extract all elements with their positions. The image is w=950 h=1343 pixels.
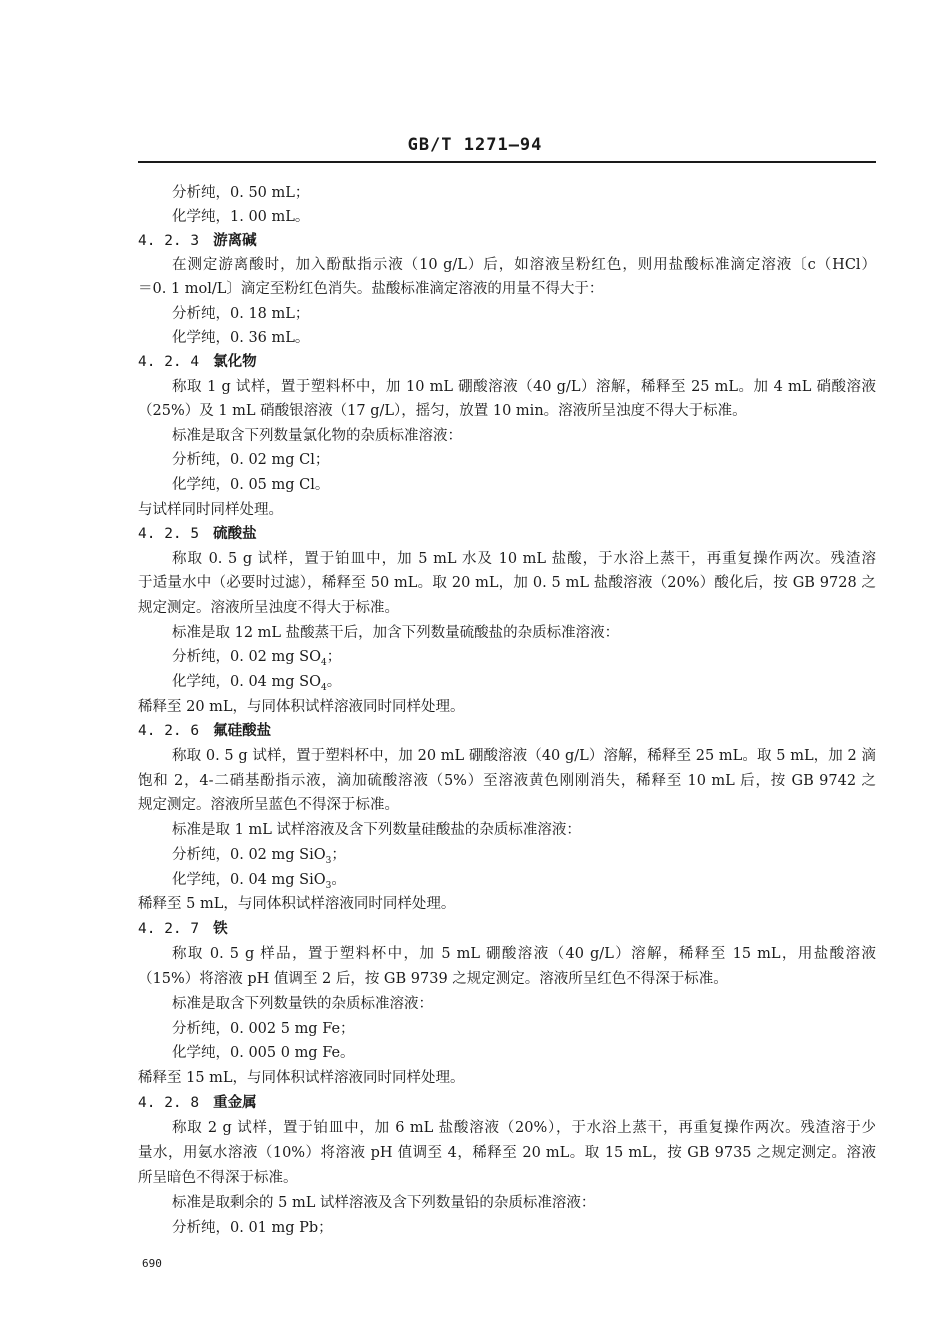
text-segment: ； — [331, 847, 346, 863]
text-line — [172, 847, 876, 866]
text-line: 于适量水中（必要时过滤），稀释至 50 mL。取 20 mL，加 0. 5 mL 盐酸溶液（20%）酸化后，按 GB 9728 之 — [138, 575, 876, 591]
section-heading-4-2-5 — [138, 526, 876, 542]
section-title: 铁 — [213, 920, 228, 937]
text-line: 与试样同时同样处理。 — [138, 502, 283, 518]
section-heading-4-2-7 — [138, 921, 876, 937]
text-line: 标准是取 1 mL 试样溶液及含下列数量硅酸盐的杂质标准溶液： — [172, 822, 581, 838]
section-number: 4. 2. 5 — [138, 526, 200, 542]
text-line: 化学纯，0. 36 mL。 — [172, 330, 310, 346]
text-line: 称取 2 g 试样，置于铂皿中，加 6 mL 盐酸溶液（20%），于水浴上蒸干，再重复操作两次。残渣溶于少 — [172, 1120, 876, 1136]
section-title: 硫酸盐 — [213, 525, 257, 542]
text-line: 标准是取 12 mL 盐酸蒸干后，加含下列数量硫酸盐的杂质标准溶液： — [172, 625, 620, 641]
text-line — [172, 872, 876, 891]
text-line — [172, 649, 876, 668]
text-line: 分析纯，0. 02 mg Cl； — [172, 452, 330, 468]
text-line: 规定测定。溶液所呈蓝色不得深于标准。 — [138, 797, 399, 813]
section-heading-4-2-8 — [138, 1095, 876, 1111]
subscript: 3 — [325, 880, 332, 891]
text-line: 稀释至 5 mL，与同体积试样溶液同时同样处理。 — [138, 896, 456, 912]
section-number: 4. 2. 6 — [138, 723, 200, 739]
text-line: （25%）及 1 mL 硝酸银溶液（17 g/L），摇匀，放置 10 min。溶液所呈浊度不得大于标准。 — [138, 403, 747, 419]
text-segment: 。 — [326, 674, 342, 690]
text-line: 标准是取剩余的 5 mL 试样溶液及含下列数量铅的杂质标准溶液： — [172, 1195, 596, 1211]
text-line: 称取 1 g 试样，置于塑料杯中，加 10 mL 硼酸溶液（40 g/L）溶解，稀释至 25 mL。加 4 mL 硝酸溶液 — [172, 379, 876, 395]
text-line: 规定测定。溶液所呈浊度不得大于标准。 — [138, 600, 399, 616]
section-title: 氟硅酸盐 — [213, 722, 272, 739]
text-line: 稀释至 20 mL，与同体积试样溶液同时同样处理。 — [138, 699, 465, 715]
text-segment: 分析纯，0. 02 mg SiO — [172, 847, 326, 863]
subscript: 4 — [320, 682, 327, 693]
section-heading-4-2-4 — [138, 354, 876, 370]
text-segment: 分析纯，0. 02 mg SO — [172, 649, 321, 665]
text-line: 分析纯，0. 18 mL； — [172, 306, 310, 322]
text-line: 所呈暗色不得深于标准。 — [138, 1170, 298, 1186]
text-line: 标准是取含下列数量氯化物的杂质标准溶液： — [172, 428, 462, 444]
text-line: 稀释至 15 mL，与同体积试样溶液同时同样处理。 — [138, 1070, 465, 1086]
text-line: 分析纯，0. 50 mL； — [172, 185, 310, 201]
section-heading-4-2-3 — [138, 233, 876, 249]
text-line: 分析纯，0. 01 mg Pb； — [172, 1220, 333, 1236]
section-title: 游离碱 — [213, 232, 257, 249]
text-line: 饱和 2，4-二硝基酚指示液，滴加硫酸溶液（5%）至溶液黄色刚刚消失，稀释至 10 mL 后，按 GB 9742 之 — [138, 773, 876, 789]
text-segment: ； — [326, 649, 342, 665]
text-line: （15%）将溶液 pH 值调至 2 后，按 GB 9739 之规定测定。溶液所呈红色不得深于标准。 — [138, 971, 728, 987]
subscript: 3 — [325, 855, 332, 866]
text-line: 化学纯，1. 00 mL。 — [172, 209, 310, 225]
page-header-standard-code: GB/T 1271—94 — [407, 135, 543, 155]
text-line: ＝0. 1 mol/L〕滴定至粉红色消失。盐酸标准滴定溶液的用量不得大于： — [138, 281, 604, 297]
text-line: 在测定游离酸时，加入酚酞指示液（10 g/L）后，如溶液呈粉红色，则用盐酸标准滴定溶液〔c（HCl） — [172, 257, 876, 273]
section-number: 4. 2. 8 — [138, 1095, 200, 1111]
text-line: 化学纯，0. 005 0 mg Fe。 — [172, 1045, 355, 1061]
text-line: 化学纯，0. 05 mg Cl。 — [172, 477, 330, 493]
page-number: 690 — [142, 1257, 162, 1270]
header-rule — [138, 161, 876, 163]
text-segment: 。 — [331, 872, 346, 888]
text-line: 称取 0. 5 g 试样，置于铂皿中，加 5 mL 水及 10 mL 盐酸，于水浴上蒸干，再重复操作两次。残渣溶 — [172, 551, 876, 567]
text-segment: 化学纯，0. 04 mg SiO — [172, 872, 326, 888]
text-line — [172, 674, 876, 693]
text-line: 标准是取含下列数量铁的杂质标准溶液： — [172, 996, 433, 1012]
text-segment: 化学纯，0. 04 mg SO — [172, 674, 321, 690]
subscript: 4 — [320, 657, 327, 668]
section-number: 4. 2. 7 — [138, 921, 200, 937]
section-title: 重金属 — [213, 1094, 257, 1111]
text-line: 量水，用氨水溶液（10%）将溶液 pH 值调至 4，稀释至 20 mL。取 15 mL，按 GB 9735 之规定测定。溶液 — [138, 1145, 876, 1161]
section-number: 4. 2. 3 — [138, 233, 200, 249]
section-title: 氯化物 — [213, 353, 257, 370]
text-line: 称取 0. 5 g 试样，置于塑料杯中，加 20 mL 硼酸溶液（40 g/L）溶解，稀释至 25 mL。取 5 mL，加 2 滴 — [172, 748, 876, 764]
text-line: 称取 0. 5 g 样品，置于塑料杯中，加 5 mL 硼酸溶液（40 g/L）溶解，稀释至 15 mL，用盐酸溶液 — [172, 946, 876, 962]
section-number: 4. 2. 4 — [138, 354, 200, 370]
text-line: 分析纯，0. 002 5 mg Fe； — [172, 1021, 355, 1037]
section-heading-4-2-6 — [138, 723, 876, 739]
